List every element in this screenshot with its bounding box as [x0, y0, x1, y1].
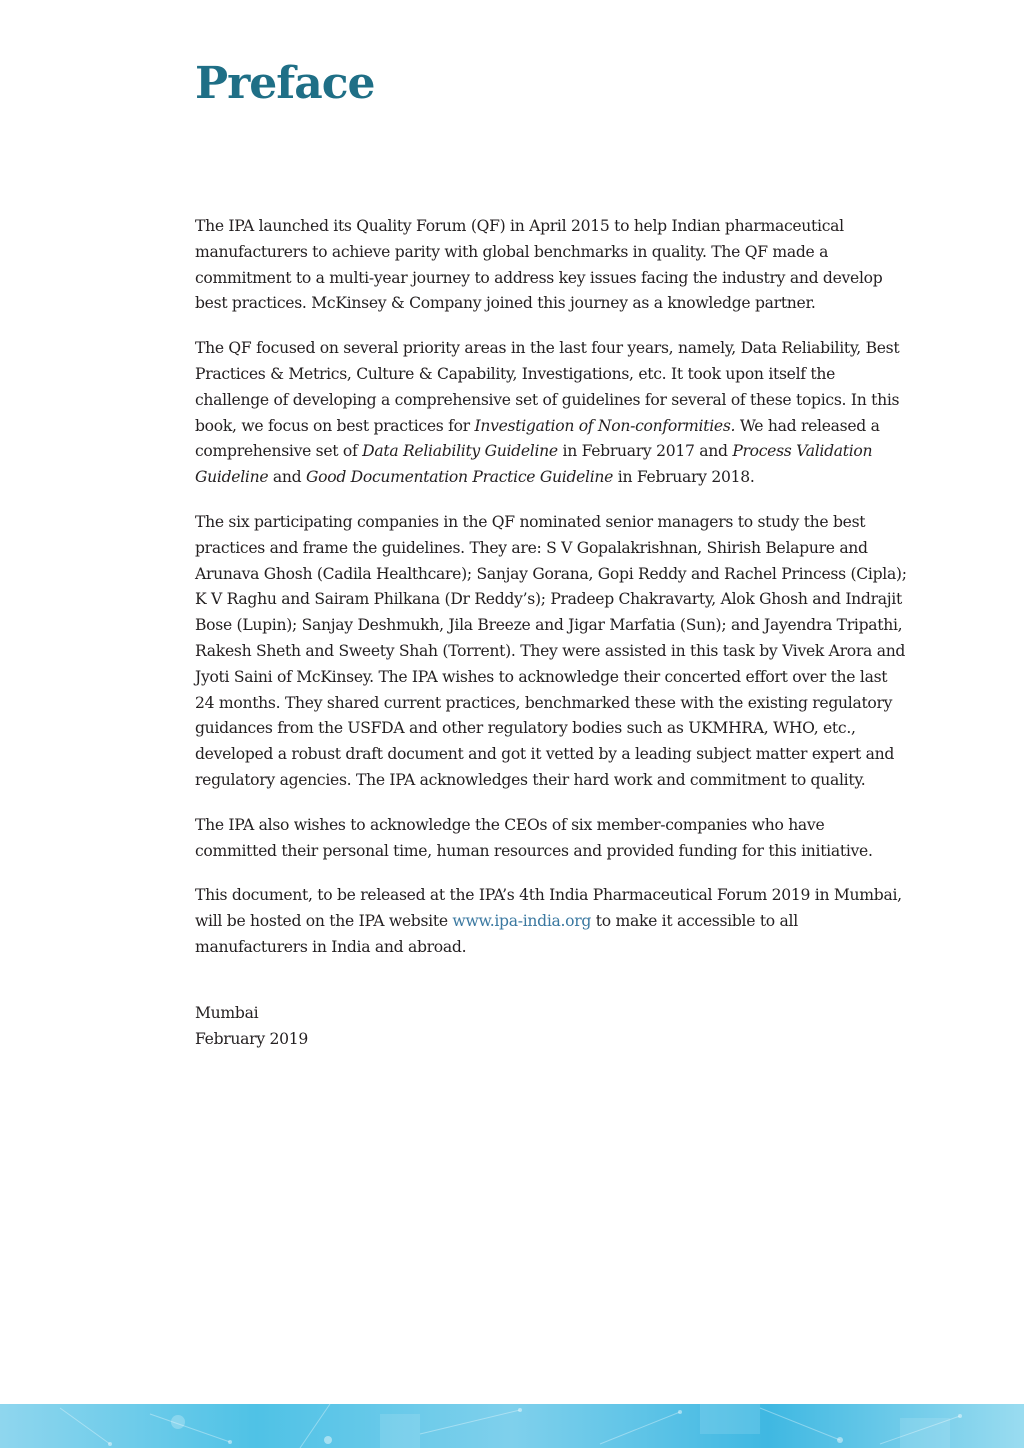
paragraph-5-text-1: This document, to be released at the IPA’s 4th India Pharmaceutical Forum 2019 in Mumbai, will be hosted on the IPA website [195, 886, 902, 931]
paragraph-4: The IPA also wishes to acknowledge the CEOs of six member-companies who have committed their personal time, human resources and provided funding for this initiative. [195, 815, 873, 860]
paragraph-3: The six participating companies in the QF nominated senior managers to study the best practices and frame the guidelines. They are: S V Gopalakrishnan, Shirish Belapure and Arunava Ghosh (Cadila Healthcare); Sanjay Gorana, Gopi Reddy and Rachel Princess (Cipla); K V Raghu and Sairam Philkana (Dr Reddy’s); Pradeep Chakravarty, Alok Ghosh and Indrajit Bose (Lupin); Sanjay Deshmukh, Jila Breeze and Jigar Marfatia (Sun); and Jayendra Tripathi, Rakesh Sheth and Sweety Shah (Torrent). They were assisted in this task by Vivek Arora and Jyoti Saini of McKinsey. The IPA wishes to acknowledge their concerted effort over the last 24 months. They shared current practices, benchmarked these with the existing regulatory guidances from the USFDA and other regulatory bodies such as UKMHRA, WHO, etc., developed a robust draft document and got it vetted by a leading subject matter expert and regulatory agencies. The IPA acknowledges their hard work and commitment to quality. [195, 512, 907, 789]
paragraph-2-text-4: and [268, 468, 306, 487]
paragraph-1: The IPA launched its Quality Forum (QF) in April 2015 to help Indian pharmaceutical manufacturers to achieve parity with global benchmarks in quality. The QF made a commitment to a multi-year journey to address key issues facing the industry and develop best practices. McKinsey & Company joined this journey as a knowledge partner. [195, 217, 883, 313]
paragraph-2-text-5: in February 2018. [613, 468, 755, 487]
signoff [195, 1001, 308, 1053]
process-validation-title: Process Validation Guideline [195, 442, 873, 487]
paragraph-2-text-2: We had released a comprehensive set of [195, 416, 880, 461]
good-documentation-title: Good Documentation Practice Guideline [306, 468, 614, 487]
signoff-place: Mumbai [195, 1004, 259, 1022]
paragraph-2 [195, 336, 907, 491]
signoff-date: February 2019 [195, 1029, 308, 1048]
paragraph-2-text-3: in February 2017 and [557, 442, 733, 461]
paragraph-5-text-2: to make it accessible to all manufacturers in India and abroad. [195, 912, 798, 956]
network-pattern-icon [0, 1404, 1024, 1448]
paragraph-2-text-1: The QF focused on several priority areas in the last four years, namely, Data Reliability, Best Practices & Metrics, Culture & Capability, Investigations, etc. It took upon itself the challenge of developing a comprehensive set of guidelines for several of these topics. In this book, we focus on best practices for [195, 339, 900, 435]
preface-body [195, 214, 907, 980]
paragraph-5 [195, 883, 907, 960]
investigation-title: Investigation of Non-conformities. [474, 416, 736, 435]
ipa-website-link[interactable]: www.ipa-india.org [452, 912, 592, 931]
page-title: Preface [195, 58, 375, 109]
footer-decoration [0, 1404, 1024, 1448]
data-reliability-title: Data Reliability Guideline [362, 442, 558, 461]
